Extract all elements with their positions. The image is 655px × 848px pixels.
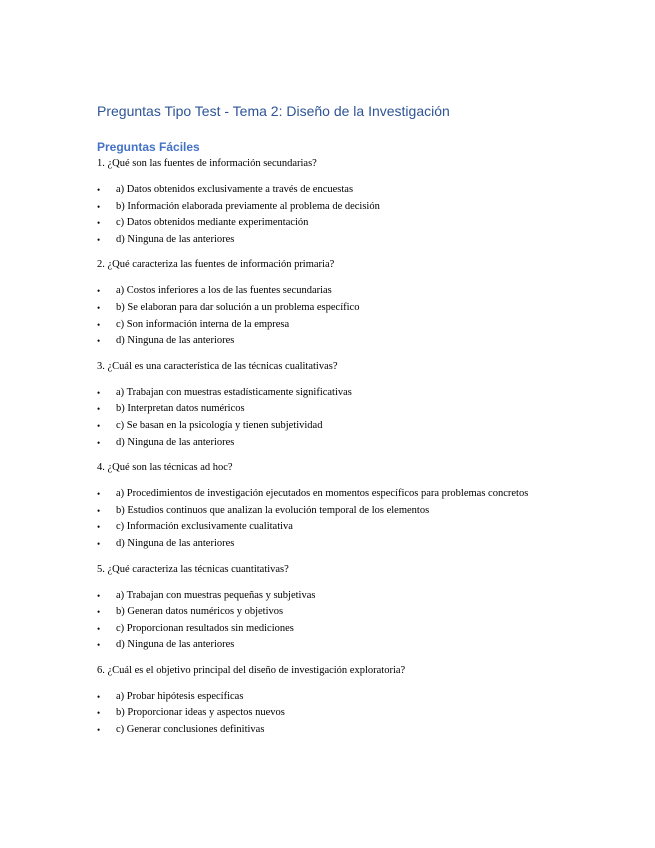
option-item xyxy=(97,722,595,739)
option-text: d) Ninguna de las anteriores xyxy=(116,335,235,347)
bullet-icon: • xyxy=(97,691,101,702)
option-item xyxy=(97,232,595,249)
option-item xyxy=(97,199,595,216)
bullet-icon: • xyxy=(97,387,101,398)
option-item xyxy=(97,401,595,418)
option-text: a) Costos inferiores a los de las fuentes secundarias xyxy=(116,285,332,297)
question-6 xyxy=(97,664,595,739)
option-item xyxy=(97,519,595,536)
bullet-icon: • xyxy=(97,725,101,736)
bullet-icon: • xyxy=(97,319,101,330)
option-text: a) Trabajan con muestras estadísticamente significativas xyxy=(116,386,352,398)
option-text: b) Se elaboran para dar solución a un problema específico xyxy=(116,301,360,313)
option-list xyxy=(97,182,595,248)
question-text: 4. ¿Qué son las técnicas ad hoc? xyxy=(97,462,233,474)
bullet-icon: • xyxy=(97,185,101,195)
option-item xyxy=(97,385,595,402)
document-title: Preguntas Tipo Test - Tema 2: Diseño de la Investigación xyxy=(97,103,450,119)
option-list xyxy=(97,283,595,349)
bullet-icon: • xyxy=(97,623,101,634)
option-text: d) Ninguna de las anteriores xyxy=(116,233,235,245)
question-text: 5. ¿Qué caracteriza las técnicas cuantitativas? xyxy=(97,563,289,575)
bullet-icon: • xyxy=(97,708,101,719)
option-text: b) Estudios continuos que analizan la evolución temporal de los elementos xyxy=(116,504,430,516)
option-text: c) Información exclusivamente cualitativa xyxy=(116,521,293,533)
question-text: 3. ¿Cuál es una característica de las técnicas cualitativas? xyxy=(97,360,338,372)
option-text: a) Procedimientos de investigación ejecutados en momentos específicos para problemas concretos xyxy=(116,488,529,500)
option-list xyxy=(97,588,595,654)
option-text: d) Ninguna de las anteriores xyxy=(116,537,235,549)
option-item xyxy=(97,300,595,317)
option-item xyxy=(97,486,595,503)
option-list xyxy=(97,689,595,739)
question-3 xyxy=(97,360,595,451)
option-item xyxy=(97,637,595,654)
question-text: 2. ¿Qué caracteriza las fuentes de información primaria? xyxy=(97,259,335,271)
option-list xyxy=(97,486,595,552)
bullet-icon: • xyxy=(97,522,101,533)
option-item xyxy=(97,536,595,553)
option-text: c) Generar conclusiones definitivas xyxy=(116,724,265,736)
option-text: a) Datos obtenidos exclusivamente a través de encuestas xyxy=(116,184,354,195)
question-2 xyxy=(97,258,595,349)
option-text: c) Se basan en la psicología y tienen subjetividad xyxy=(116,419,323,431)
bullet-icon: • xyxy=(97,538,101,549)
question-4 xyxy=(97,461,595,552)
bullet-icon: • xyxy=(97,590,101,601)
option-item xyxy=(97,621,595,638)
bullet-icon: • xyxy=(97,505,101,516)
bullet-icon: • xyxy=(97,437,101,448)
bullet-icon: • xyxy=(97,489,101,500)
bullet-icon: • xyxy=(97,218,101,229)
option-item xyxy=(97,317,595,334)
option-item xyxy=(97,182,595,199)
option-item xyxy=(97,689,595,706)
section-easy-questions xyxy=(97,139,595,739)
bullet-icon: • xyxy=(97,201,101,212)
bullet-icon: • xyxy=(97,404,101,415)
option-text: d) Ninguna de las anteriores xyxy=(116,436,235,448)
option-item xyxy=(97,435,595,452)
option-text: b) Interpretan datos numéricos xyxy=(116,403,245,415)
bullet-icon: • xyxy=(97,286,101,297)
bullet-icon: • xyxy=(97,420,101,431)
option-text: a) Probar hipótesis específicas xyxy=(116,690,244,702)
option-text: c) Datos obtenidos mediante experimentación xyxy=(116,217,309,229)
bullet-icon: • xyxy=(97,234,101,245)
question-5 xyxy=(97,563,595,654)
option-text: d) Ninguna de las anteriores xyxy=(116,639,235,651)
option-text: c) Son información interna de la empresa xyxy=(116,318,290,330)
option-text: b) Información elaborada previamente al problema de decisión xyxy=(116,200,380,212)
option-item xyxy=(97,418,595,435)
option-item xyxy=(97,283,595,300)
option-item xyxy=(97,215,595,232)
bullet-icon: • xyxy=(97,607,101,618)
bullet-icon: • xyxy=(97,302,101,313)
option-item xyxy=(97,705,595,722)
option-text: a) Trabajan con muestras pequeñas y subjetivas xyxy=(116,589,316,601)
option-text: b) Proporcionar ideas y aspectos nuevos xyxy=(116,707,285,719)
option-list xyxy=(97,385,595,451)
option-item xyxy=(97,588,595,605)
bullet-icon: • xyxy=(97,640,101,651)
option-text: c) Proporcionan resultados sin mediciones xyxy=(116,622,294,634)
question-1 xyxy=(97,157,595,248)
option-item xyxy=(97,503,595,520)
option-item xyxy=(97,333,595,350)
question-text: 6. ¿Cuál es el objetivo principal del diseño de investigación exploratoria? xyxy=(97,664,406,676)
question-text: 1. ¿Qué son las fuentes de información secundarias? xyxy=(97,158,317,169)
option-item xyxy=(97,604,595,621)
bullet-icon: • xyxy=(97,336,101,347)
section-title: Preguntas Fáciles xyxy=(97,140,200,154)
option-text: b) Generan datos numéricos y objetivos xyxy=(116,606,284,618)
